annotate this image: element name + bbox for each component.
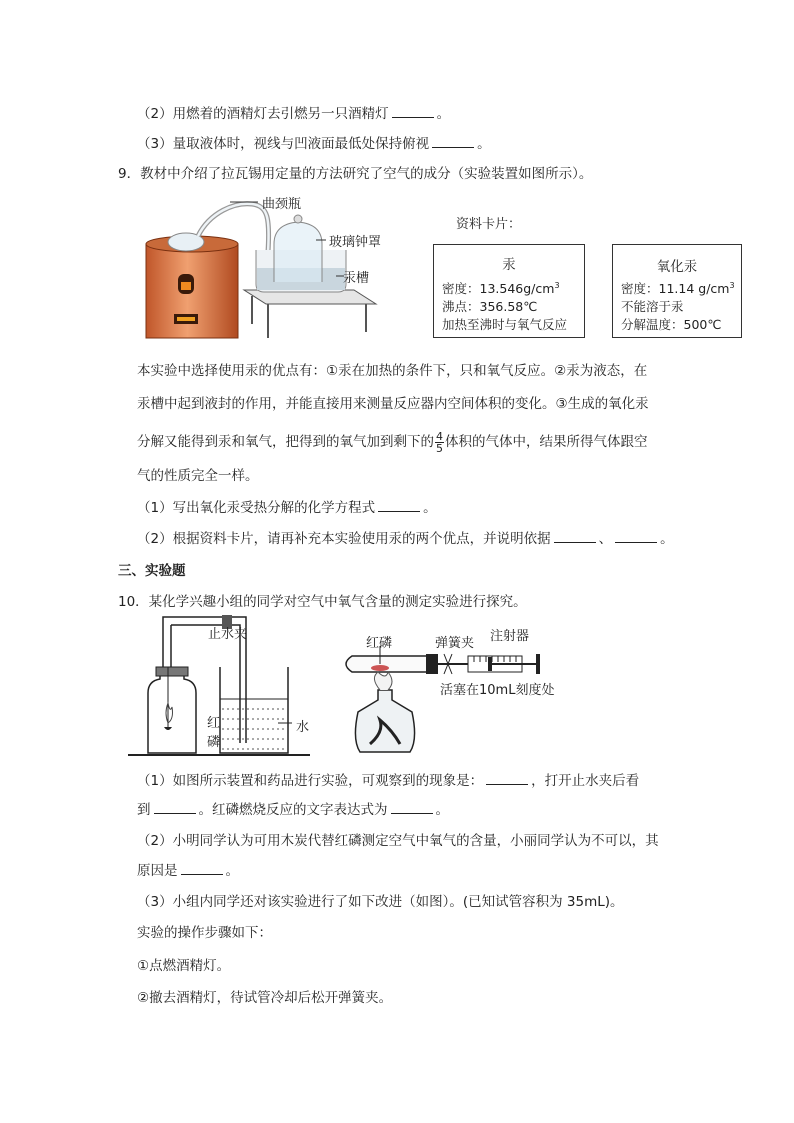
q9-stem: 9．教材中介绍了拉瓦锡用定量的方法研究了空气的成分（实验装置如图所示）。 <box>118 166 593 182</box>
label-piston-position: 活塞在10mL刻度处 <box>440 683 555 698</box>
card-oxide-solubility: 不能溶于汞 <box>621 299 684 314</box>
syringe-test-tube-figure <box>340 640 550 760</box>
answer-blank[interactable] <box>154 801 196 814</box>
label-bell-jar: 玻璃钟罩 <box>329 235 382 250</box>
card-oxide-density: 密度：11.14 $g/cm^3$ <box>621 280 735 296</box>
answer-blank[interactable] <box>432 135 474 148</box>
answer-blank[interactable] <box>181 862 223 875</box>
card-mercury-title: 汞 <box>502 257 516 273</box>
q9-para-line4: 气的性质完全一样。 <box>137 468 259 484</box>
label-red-phosphorus-2: 磷 <box>207 735 221 750</box>
answer-blank[interactable] <box>615 530 657 543</box>
card-mercury-boiling: 沸点：356.58℃ <box>442 299 538 314</box>
label-spring-clip: 弹簧夹 <box>435 636 475 651</box>
q10-step2: ②撤去酒精灯，待试管冷却后松开弹簧夹。 <box>137 990 393 1006</box>
label-retort: 曲颈瓶 <box>262 197 302 212</box>
q10-stem: 10．某化学兴趣小组的同学对空气中氧气含量的测定实验进行探究。 <box>118 594 527 610</box>
answer-blank[interactable] <box>554 530 596 543</box>
q10-sub2-line2: 原因是 。 <box>137 863 239 879</box>
fraction-four-fifths: $\frac{4}{5}$ <box>436 429 443 455</box>
label-water: 水 <box>296 720 310 735</box>
card-mercury-reaction: 加热至沸时与氧气反应 <box>442 317 568 332</box>
card-oxide-decomposition: 分解温度：500℃ <box>621 317 722 332</box>
q10-sub2-line1: （2）小明同学认为可用木炭代替红磷测定空气中氧气的含量，小丽同学认为不可以，其 <box>137 833 659 849</box>
q10-sub1-line2: 到 。红磷燃烧反应的文字表达式为 。 <box>137 802 449 818</box>
answer-blank[interactable] <box>391 801 433 814</box>
q9-sub1: （1）写出氧化汞受热分解的化学方程式 。 <box>137 500 437 516</box>
card-oxide-title: 氧化汞 <box>656 259 698 275</box>
q8-item2: （2）用燃着的酒精灯去引燃另一只酒精灯 。 <box>137 106 451 122</box>
q10-steps-intro: 实验的操作步骤如下： <box>137 925 272 941</box>
q9-para-line3: 分解又能得到汞和氧气，把得到的氧气加到剩下的 $\frac{4}{5}$ 体积的气体中，结果所得气体跟空 <box>137 429 648 455</box>
answer-blank[interactable] <box>392 105 434 118</box>
q10-sub1-line1: （1）如图所示装置和药品进行实验，可观察到的现象是： ，打开止水夹后看 <box>137 773 640 789</box>
q8-item3: （3）量取液体时，视线与凹液面最低处保持俯视 。 <box>137 136 491 152</box>
label-syringe: 注射器 <box>490 629 530 644</box>
q9-sub2: （2）根据资料卡片，请再补充本实验使用汞的两个优点，并说明依据 、 。 <box>137 531 674 547</box>
card-mercuric-oxide <box>612 244 742 338</box>
q10-sub3: （3）小组内同学还对该实验进行了如下改进（如图）。(已知试管容积为 35mL)。 <box>137 894 624 910</box>
card-mercury <box>433 244 585 338</box>
label-water-clamp: 止水夹 <box>208 627 248 642</box>
q9-para-line2: 汞槽中起到液封的作用，并能直接用来测量反应器内空间体积的变化。③生成的氧化汞 <box>137 396 649 412</box>
card-mercury-density: 密度：$13.546g/cm^3$ <box>442 280 560 296</box>
answer-blank[interactable] <box>378 499 420 512</box>
q9-para-line1: 本实验中选择使用汞的优点有：①汞在加热的条件下，只和氧气反应。②汞为液态，在 <box>137 363 648 379</box>
card-header: 资料卡片： <box>456 217 522 232</box>
section-title: 三、实验题 <box>118 563 186 579</box>
q10-step1: ①点燃酒精灯。 <box>137 958 231 974</box>
label-red-phosphorus-tube: 红磷 <box>366 636 393 651</box>
label-red-phosphorus-1: 红 <box>207 716 221 731</box>
label-mercury-trough: 汞槽 <box>343 271 370 286</box>
answer-blank[interactable] <box>486 772 528 785</box>
